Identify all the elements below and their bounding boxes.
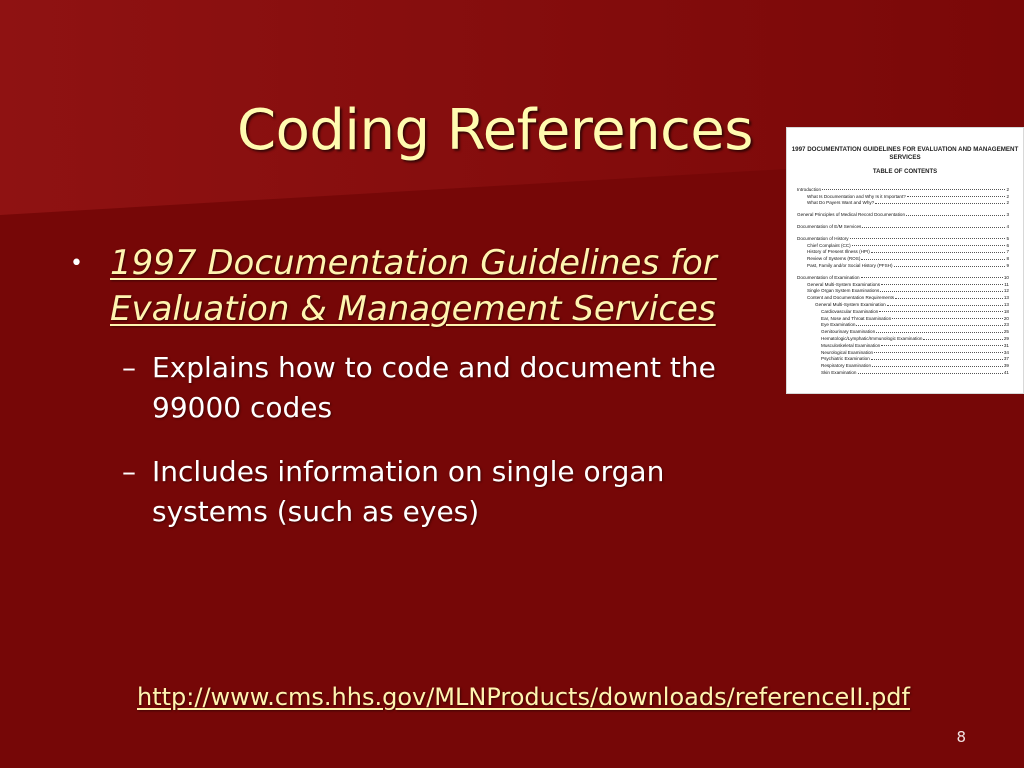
toc-row — [797, 341, 1009, 348]
toc-row — [797, 368, 1009, 375]
toc-dot-leader — [881, 345, 1003, 346]
guidelines-link[interactable]: 1997 Documentation Guidelines for Evaluation & Management Services — [110, 243, 717, 329]
sub-bullet-item — [70, 452, 760, 532]
toc-page-number: 29 — [1003, 335, 1009, 341]
toc-entry-text: Single Organ System Examinations — [807, 288, 880, 294]
toc-page-number: 10 — [1003, 274, 1009, 280]
toc-row — [797, 361, 1009, 368]
toc-row — [797, 273, 1009, 280]
toc-dot-leader — [862, 227, 1005, 228]
toc-entry-text: General Multi-System Examination — [815, 301, 886, 307]
toc-dot-leader — [850, 238, 1006, 239]
toc-dot-leader — [871, 252, 1006, 253]
toc-page-number: 7 — [1006, 249, 1009, 255]
bullet-marker: • — [70, 251, 83, 276]
sub-bullet-text: Includes information on single organ systems (such as eyes) — [152, 455, 665, 528]
document-thumbnail — [787, 128, 1023, 393]
toc-row — [797, 321, 1009, 328]
toc-page-number: 39 — [1003, 363, 1009, 369]
table-of-contents — [797, 185, 1009, 375]
toc-dot-leader — [894, 266, 1006, 267]
bullet-item — [70, 240, 760, 332]
slide-title: Coding References — [237, 97, 753, 163]
sub-bullet-text: Explains how to code and document the 99000 codes — [152, 351, 716, 424]
toc-entry-text: Hematologic/Lymphatic/Immunologic Examination — [821, 335, 923, 341]
document-heading: 1997 DOCUMENTATION GUIDELINES FOR EVALUATION AND MANAGEMENT SERVICES — [791, 146, 1019, 161]
toc-page-number: 3 — [1006, 212, 1009, 218]
toc-dot-leader — [861, 259, 1005, 260]
reference-url-link[interactable]: http://www.cms.hhs.gov/MLNProducts/downloads/referenceII.pdf — [137, 683, 910, 711]
toc-page-number: 37 — [1003, 356, 1009, 362]
dash-marker: – — [122, 351, 136, 384]
toc-row — [797, 307, 1009, 314]
toc-page-number: 9 — [1006, 262, 1009, 268]
toc-entry-text: Psychiatric Examination — [821, 356, 870, 362]
toc-row — [797, 199, 1009, 206]
toc-dot-leader — [861, 277, 1003, 278]
sub-bullet-item — [70, 348, 760, 428]
toc-page-number: 5 — [1006, 235, 1009, 241]
toc-entry-text: Skin Examination — [821, 369, 857, 375]
toc-entry-text: Chief Complaint (CC) — [807, 242, 851, 248]
toc-entry-text: Documentation of History — [797, 235, 849, 241]
toc-dot-leader — [876, 332, 1003, 333]
toc-page-number: 6 — [1006, 242, 1009, 248]
toc-row — [797, 234, 1009, 241]
toc-row — [797, 248, 1009, 255]
toc-entry-text: General Principles of Medical Record Documentation — [797, 212, 906, 218]
toc-row — [797, 210, 1009, 217]
toc-dot-leader — [887, 305, 1003, 306]
toc-dot-leader — [923, 339, 1002, 340]
toc-dot-leader — [879, 311, 1003, 312]
toc-entry-text: Past, Family and/or Social History (PFSH) — [807, 262, 893, 268]
sub-bullet-list — [70, 348, 760, 532]
toc-dot-leader — [874, 352, 1003, 353]
toc-entry-text: What Do Payers Want and Why? — [807, 200, 875, 206]
toc-row — [797, 185, 1009, 192]
toc-entry-text: Introduction — [797, 186, 822, 192]
toc-entry-text: Ear, Nose and Throat Examination — [821, 315, 892, 321]
toc-entry-text: History of Present Illness (HPI) — [807, 249, 870, 255]
toc-page-number: 31 — [1003, 342, 1009, 348]
toc-row — [797, 293, 1009, 300]
toc-dot-leader — [872, 366, 1003, 367]
toc-entry-text: What Is Documentation and Why Is it Important? — [807, 193, 906, 199]
toc-row — [797, 314, 1009, 321]
toc-row — [797, 254, 1009, 261]
toc-entry-text: Musculoskeletal Examination — [821, 342, 881, 348]
toc-entry-text: Content and Documentation Requirements — [807, 295, 895, 301]
toc-row — [797, 192, 1009, 199]
toc-entry-text: Respiratory Examination — [821, 363, 872, 369]
toc-page-number: 41 — [1003, 369, 1009, 375]
toc-entry-text: Documentation of Examination — [797, 274, 860, 280]
toc-row — [797, 241, 1009, 248]
toc-page-number: 12 — [1003, 288, 1009, 294]
bullet-list — [70, 240, 760, 532]
toc-row — [797, 334, 1009, 341]
toc-row — [797, 261, 1009, 268]
toc-dot-leader — [875, 203, 1005, 204]
page-number: 8 — [956, 728, 966, 746]
toc-page-number: 13 — [1003, 301, 1009, 307]
toc-entry-text: Neurological Examination — [821, 349, 874, 355]
toc-entry-text: Documentation of E/M Services — [797, 223, 862, 229]
toc-dot-leader — [822, 189, 1005, 190]
toc-row — [797, 287, 1009, 294]
toc-row — [797, 327, 1009, 334]
toc-page-number: 2 — [1006, 193, 1009, 199]
document-subheading: TABLE OF CONTENTS — [872, 169, 938, 175]
toc-entry-text: General Multi-System Examinations — [807, 281, 881, 287]
toc-dot-leader — [880, 291, 1003, 292]
toc-entry-text: Genitourinary Examination — [821, 329, 876, 335]
dash-marker: – — [122, 455, 136, 488]
toc-entry-text: Cardiovascular Examination — [821, 308, 879, 314]
toc-row — [797, 280, 1009, 287]
toc-page-number: 23 — [1003, 322, 1009, 328]
toc-row — [797, 355, 1009, 362]
toc-page-number: 8 — [1006, 256, 1009, 262]
toc-page-number: 11 — [1004, 281, 1009, 287]
toc-entry-text: Review of Systems (ROS) — [807, 256, 861, 262]
toc-dot-leader — [881, 284, 1003, 285]
toc-page-number: 13 — [1003, 295, 1009, 301]
toc-dot-leader — [907, 196, 1006, 197]
toc-dot-leader — [892, 318, 1003, 319]
toc-dot-leader — [852, 245, 1006, 246]
toc-row — [797, 348, 1009, 355]
toc-page-number: 4 — [1006, 223, 1009, 229]
toc-row — [797, 300, 1009, 307]
toc-dot-leader — [871, 359, 1003, 360]
toc-page-number: 34 — [1003, 349, 1009, 355]
toc-page-number: 20 — [1003, 315, 1009, 321]
toc-dot-leader — [856, 325, 1002, 326]
toc-page-number: 2 — [1006, 200, 1009, 206]
toc-dot-leader — [895, 298, 1003, 299]
toc-page-number: 25 — [1003, 329, 1009, 335]
toc-page-number: 2 — [1006, 186, 1009, 192]
toc-row — [797, 222, 1009, 229]
toc-dot-leader — [906, 215, 1005, 216]
toc-page-number: 18 — [1003, 308, 1009, 314]
toc-entry-text: Eye Examination — [821, 322, 856, 328]
toc-dot-leader — [858, 373, 1003, 374]
